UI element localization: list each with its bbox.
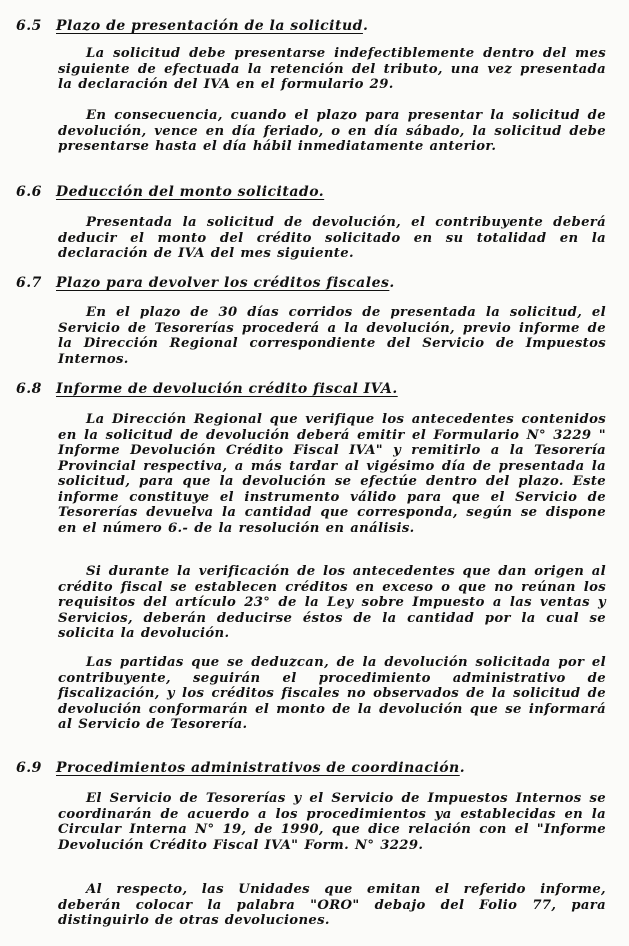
section-6-5-heading (16, 18, 368, 34)
section-title-suffix: . (459, 760, 466, 776)
section-number: 6.7 (16, 275, 42, 291)
section-number: 6.6 (16, 184, 42, 200)
paragraph: En consecuencia, cuando el plazo para presentar la solicitud de devolución, vence en día feriado, o en día sábado, la solicitud debe presentarse hasta el día hábil inmediatamente anterior. (58, 108, 606, 154)
section-title-suffix: . (362, 18, 369, 34)
section-6-7-heading (16, 275, 395, 291)
section-title: Procedimientos administrativos de coordinación (56, 760, 460, 776)
section-title-suffix: . (389, 275, 395, 291)
section-number: 6.5 (16, 18, 42, 34)
paragraph: Presentada la solicitud de devolución, el contribuyente deberá deducir el monto del crédito solicitado en su totalidad en la declaración de IVA del mes siguiente. (58, 215, 606, 261)
paragraph: Las partidas que se deduzcan, de la devolución solicitada por el contribuyente, seguirán el procedimiento administrativo de fiscalización, y los créditos fiscales no observados de la solicitud de devolución conformarán el monto de la devolución que se informará al Servicio de Tesorería. (58, 655, 606, 732)
section-number: 6.8 (16, 381, 42, 397)
section-title: Plazo para devolver los créditos fiscales (56, 275, 390, 291)
section-title: Deducción del monto solicitado. (56, 184, 325, 200)
paragraph: El Servicio de Tesorerías y el Servicio de Impuestos Internos se coordinarán de acuerdo a los procedimientos ya establecidas en la Circular Interna N° 19, de 1990, que dice relación con el "Informe Devolución Crédito Fiscal IVA" Form. N° 3229. (58, 791, 606, 853)
paragraph: Si durante la verificación de los antecedentes que dan origen al crédito fiscal se establecen créditos en exceso o que no reúnan los requisitos del artículo 23° de la Ley sobre Impuesto a las ventas y Servicios, deberán deducirse éstos de la cantidad por la cual se solicita la devolución. (58, 564, 606, 641)
section-6-8-heading (16, 381, 398, 397)
paragraph: La solicitud debe presentarse indefectiblemente dentro del mes siguiente de efectuada la retención del tributo, una vez presentada la declaración del IVA en el formulario 29. (58, 46, 606, 92)
paragraph: En el plazo de 30 días corridos de presentada la solicitud, el Servicio de Tesorerías procederá a la devolución, previo informe de la Dirección Regional correspondiente del Servicio de Impuestos Internos. (58, 305, 606, 367)
section-number: 6.9 (16, 760, 42, 776)
section-6-9-heading (16, 760, 465, 776)
paragraph: Al respecto, las Unidades que emitan el referido informe, deberán colocar la palabra "ORO" debajo del Folio 77, para distinguirlo de otras devoluciones. (58, 882, 606, 928)
paragraph: La Dirección Regional que verifique los antecedentes contenidos en la solicitud de devolución deberá emitir el Formulario N° 3229 " Informe Devolución Crédito Fiscal IVA" y remitirlo a la Tesorería Provincial respectiva, a más tardar al vigésimo día de presentada la solicitud, para que la devolución se efectúe dentro del plazo. Este informe constituye el instrumento válido para que el Servicio de Tesorerías devuelva la cantidad que corresponda, según se dispone en el número 6.- de la resolución en análisis. (58, 412, 606, 536)
section-title: Informe de devolución crédito fiscal IVA. (56, 381, 398, 397)
section-title: Plazo de presentación de la solicitud (56, 18, 363, 34)
section-6-6-heading (16, 184, 324, 200)
